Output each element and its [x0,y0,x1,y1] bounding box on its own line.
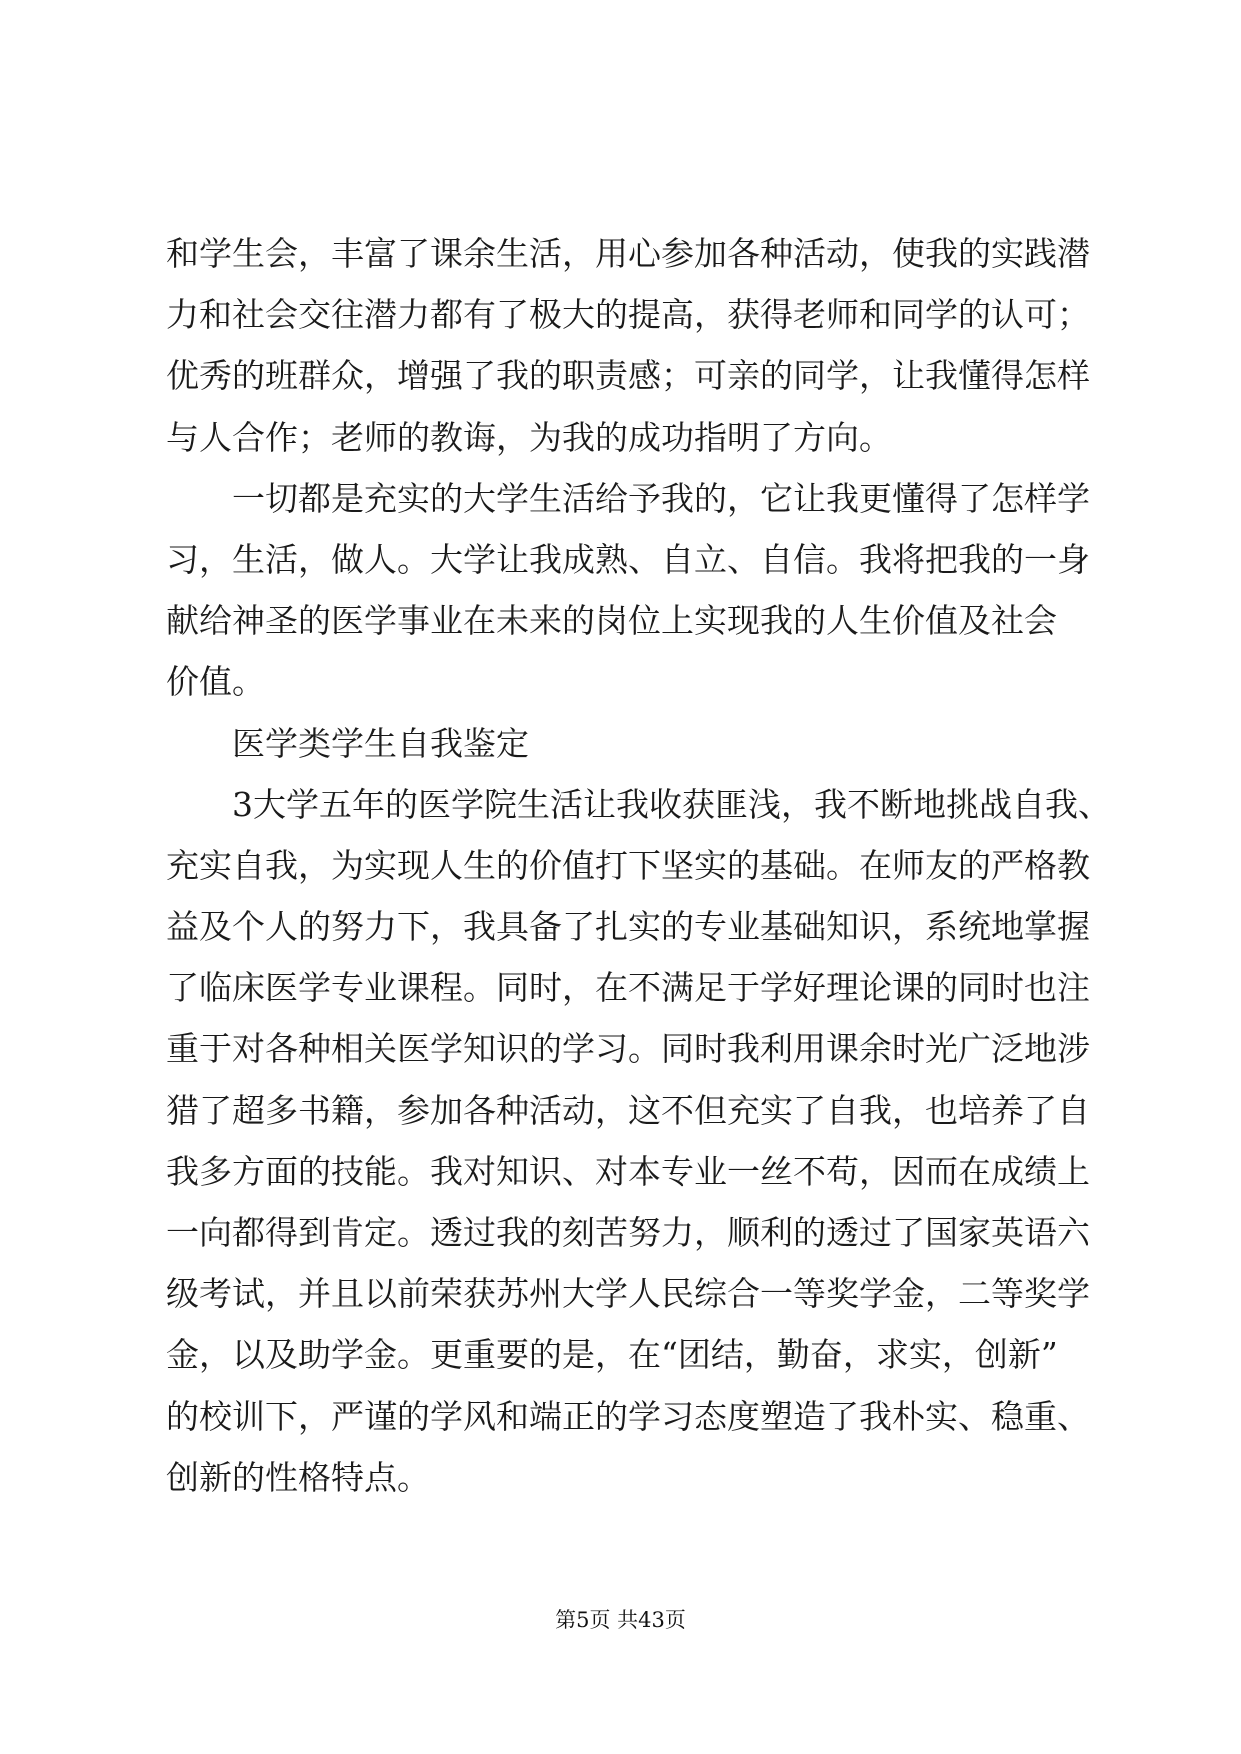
text-line: 益及个人的努力下，我具备了扎实的专业基础知识，系统地掌握 [166,907,1090,947]
text-line: 献给神圣的医学事业在未来的岗位上实现我的人生价值及社会 [166,601,1057,641]
text-line: 和学生会，丰富了课余生活，用心参加各种活动，使我的实践潜 [166,234,1090,273]
text-line: 优秀的班群众，增强了我的职责感；可亲的同学，让我懂得怎样 [166,356,1090,396]
document-body [166,223,1111,1508]
text-line: 力和社会交往潜力都有了极大的提高，获得老师和同学的认可； [166,295,1090,335]
text-line: 充实自我，为实现人生的价值打下坚实的基础。在师友的严格教 [166,845,1090,885]
text-line: 的校训下，严谨的学风和端正的学习态度塑造了我朴实、稳重、 [166,1396,1090,1436]
text-line: 重于对各种相关医学知识的学习。同时我利用课余时光广泛地涉 [166,1029,1090,1069]
page-number-footer: 第5页 共43页 [555,1608,686,1632]
text-line: 价值。 [166,662,265,702]
section-heading: 医学类学生自我鉴定 [232,723,529,763]
text-line: 一向都得到肯定。透过我的刻苦努力，顺利的透过了国家英语六 [166,1213,1090,1252]
text-line: 猎了超多书籍，参加各种活动，这不但充实了自我，也培养了自 [166,1090,1090,1130]
paragraph-first-line: 一切都是充实的大学生活给予我的，它让我更懂得了怎样学 [232,478,1090,518]
text-line: 我多方面的技能。我对知识、对本专业一丝不苟，因而在成绩上 [166,1151,1090,1191]
paragraph-first-line: 3大学五年的医学院生活让我收获匪浅，我不断地挑战自我、 [232,784,1111,824]
text-line: 级考试，并且以前荣获苏州大学人民综合一等奖学金，二等奖学 [166,1274,1090,1314]
text-line: 了临床医学专业课程。同时，在不满足于学好理论课的同时也注 [166,968,1090,1008]
text-line: 创新的性格特点。 [166,1457,430,1497]
text-line: 与人合作；老师的教诲，为我的成功指明了方向。 [166,417,892,457]
text-line: 金，以及助学金。更重要的是，在“团结，勤奋，求实，创新” [166,1335,1058,1375]
text-line: 习，生活，做人。大学让我成熟、自立、自信。我将把我的一身 [166,539,1090,579]
